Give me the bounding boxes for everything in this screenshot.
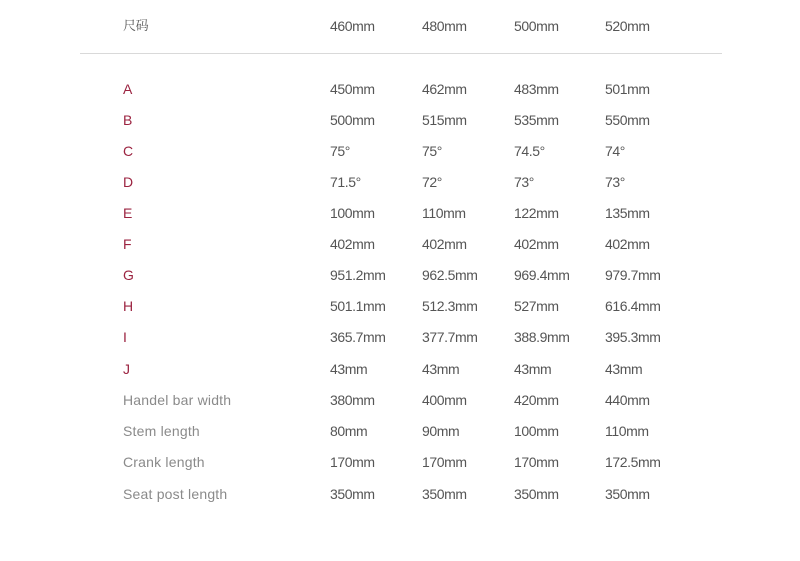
row-label: F (123, 236, 132, 252)
row-value: 420mm (514, 392, 559, 408)
row-value: 440mm (605, 392, 650, 408)
table-row (0, 360, 800, 391)
row-value: 170mm (330, 454, 375, 470)
row-value: 979.7mm (605, 267, 661, 283)
row-value: 75° (422, 143, 442, 159)
row-label: J (123, 361, 130, 377)
row-value: 350mm (605, 486, 650, 502)
row-value: 515mm (422, 112, 467, 128)
table-row (0, 485, 800, 516)
row-value: 962.5mm (422, 267, 478, 283)
header-size-1: 460mm (330, 18, 375, 34)
row-value: 535mm (514, 112, 559, 128)
row-value: 80mm (330, 423, 368, 439)
row-label: E (123, 205, 132, 221)
row-value: 350mm (514, 486, 559, 502)
row-label: Crank length (123, 454, 205, 470)
row-value: 450mm (330, 81, 375, 97)
row-value: 365.7mm (330, 329, 386, 345)
row-value: 75° (330, 143, 350, 159)
row-value: 43mm (422, 361, 460, 377)
row-label: A (123, 81, 132, 97)
row-value: 122mm (514, 205, 559, 221)
row-value: 170mm (514, 454, 559, 470)
table-row (0, 80, 800, 111)
row-value: 110mm (605, 423, 649, 439)
header-divider (80, 53, 722, 54)
row-value: 402mm (330, 236, 375, 252)
table-row (0, 328, 800, 359)
header-label: 尺码 (123, 18, 149, 33)
header-size-4: 520mm (605, 18, 650, 34)
row-label: I (123, 329, 127, 345)
row-label: Seat post length (123, 486, 228, 502)
row-value: 90mm (422, 423, 460, 439)
row-value: 100mm (330, 205, 375, 221)
row-value: 74.5° (514, 143, 545, 159)
row-value: 350mm (330, 486, 375, 502)
row-label: Stem length (123, 423, 200, 439)
row-value: 377.7mm (422, 329, 478, 345)
row-value: 402mm (605, 236, 650, 252)
row-value: 43mm (514, 361, 552, 377)
table-row (0, 204, 800, 235)
row-label: Handel bar width (123, 392, 232, 408)
row-value: 500mm (330, 112, 375, 128)
table-header-row (0, 0, 800, 54)
table-row (0, 235, 800, 266)
table-row (0, 142, 800, 173)
row-value: 73° (514, 174, 534, 190)
row-value: 512.3mm (422, 298, 478, 314)
header-size-3: 500mm (514, 18, 559, 34)
row-value: 110mm (422, 205, 466, 221)
row-value: 969.4mm (514, 267, 570, 283)
row-value: 350mm (422, 486, 467, 502)
row-value: 170mm (422, 454, 467, 470)
row-label: C (123, 143, 133, 159)
row-value: 72° (422, 174, 442, 190)
row-value: 100mm (514, 423, 559, 439)
row-value: 501mm (605, 81, 650, 97)
row-value: 400mm (422, 392, 467, 408)
row-label: B (123, 112, 132, 128)
row-value: 527mm (514, 298, 559, 314)
row-value: 73° (605, 174, 625, 190)
row-value: 395.3mm (605, 329, 661, 345)
row-value: 462mm (422, 81, 467, 97)
table-row (0, 173, 800, 204)
row-value: 135mm (605, 205, 650, 221)
row-value: 388.9mm (514, 329, 570, 345)
row-value: 483mm (514, 81, 559, 97)
row-value: 616.4mm (605, 298, 661, 314)
row-value: 172.5mm (605, 454, 661, 470)
row-label: H (123, 298, 133, 314)
row-value: 43mm (605, 361, 643, 377)
table-row (0, 422, 800, 453)
table-row (0, 297, 800, 328)
row-value: 402mm (422, 236, 467, 252)
row-value: 501.1mm (330, 298, 386, 314)
row-label: D (123, 174, 133, 190)
table-row (0, 391, 800, 422)
row-value: 380mm (330, 392, 375, 408)
row-value: 951.2mm (330, 267, 386, 283)
table-row (0, 453, 800, 484)
row-value: 74° (605, 143, 625, 159)
table-row (0, 111, 800, 142)
row-value: 402mm (514, 236, 559, 252)
header-size-2: 480mm (422, 18, 467, 34)
row-value: 43mm (330, 361, 368, 377)
table-row (0, 266, 800, 297)
row-value: 550mm (605, 112, 650, 128)
row-value: 71.5° (330, 174, 361, 190)
row-label: G (123, 267, 134, 283)
